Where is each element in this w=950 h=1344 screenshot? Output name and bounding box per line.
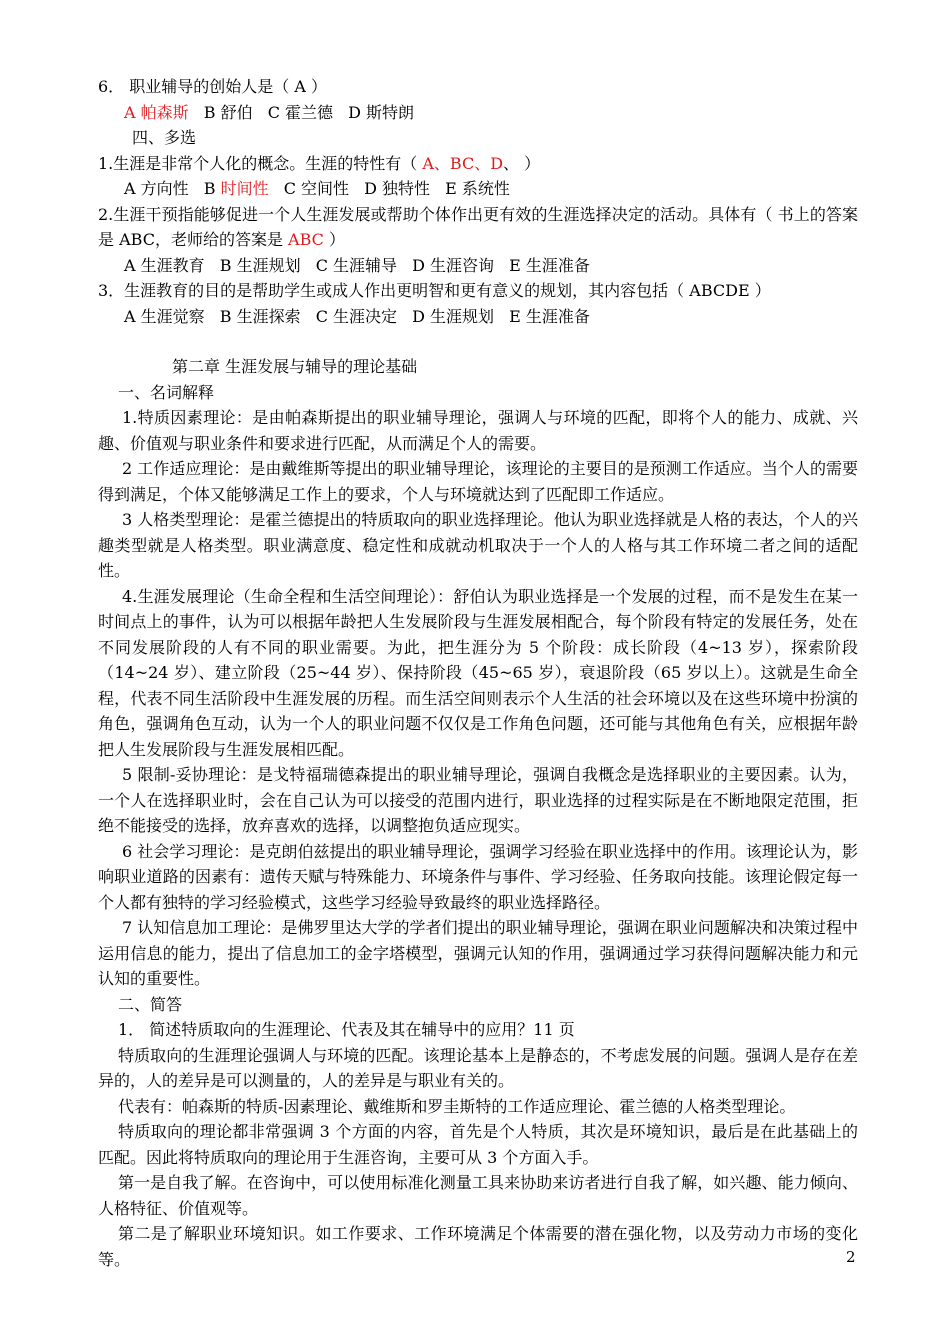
section-multiple-choice-title: 四、多选 [132,128,197,147]
answer-paragraph: 第一是自我了解。在咨询中，可以使用标准化测量工具来协助来访者进行自我了解，如兴趣、能力倾向、人格特征、价值观等。 [98,1173,858,1218]
multi-question-3-options [98,304,858,330]
definition-paragraph: 3 人格类型理论：是霍兰德提出的特质取向的职业选择理论。他认为职业选择就是人格的表达，个人的兴趣类型就是人格类型。职业满意度、稳定性和成就动机取决于一个人的人格与其工作环境二者之间的适配性。 [98,510,858,580]
definition-paragraph: 4.生涯发展理论（生命全程和生活空间理论）：舒伯认为职业选择是一个发展的过程，而不是发生在某一时间点上的事件，认为可以根据年龄把人生发展阶段与生涯发展相配合，每个阶段有特定的发展任务，处在不同发展阶段的人有不同的职业需要。为此，把生涯分为 5 个阶段：成长阶段（4~13 岁），探索阶段（14~24 岁）、建立阶段（25~44 岁）、保持阶段（45~65 岁），衰退阶段（65 岁以上）。这就是生命全程，代表不同生活阶段中生涯发展的历程。而生活空间则表示个人生活的社会环境以及在这些环境中扮演的角色，强调角色互动，认为一个人的职业问题不仅仅是工作角色问题，还可能与其他角色有关，应根据年龄把人生发展阶段与生涯发展相匹配。 [98,586,858,759]
option-b: B 生涯规划 [219,255,301,275]
multi-question-3-stem: 3．生涯教育的目的是帮助学生或成人作出更明智和更有意义的规划，其内容包括（ ABCDE ） [98,281,771,300]
document-page [98,74,858,1272]
page-number: 2 [846,1248,856,1266]
definition-paragraph: 2 工作适应理论：是由戴维斯等提出的职业辅导理论，该理论的主要目的是预测工作适应。当个人的需要得到满足，个体又能够满足工作上的要求，个人与环境就达到了匹配即工作适应。 [98,459,858,504]
question-6-stem: 6． 职业辅导的创始人是（ A ） [98,77,327,96]
short-answer-question-1: 1． 简述特质取向的生涯理论、代表及其在辅导中的应用？11 页 [118,1020,575,1039]
stem-text-end: ） [323,230,345,249]
option-d: D 独特性 [364,179,431,198]
option-a: A 生涯教育 [124,255,205,275]
option-c: C 生涯决定 [315,306,398,326]
option-d: D 斯特朗 [348,102,415,122]
option-b-text-highlighted: 时间性 [220,179,269,198]
question-6-options [98,100,858,126]
option-a-correct: A 帕森斯 [124,102,189,122]
answer-paragraph: 第二是了解职业环境知识。如工作要求、工作环境满足个体需要的潜在强化物，以及劳动力市场的变化等。 [98,1224,858,1269]
section-definitions-title: 一、名词解释 [118,382,215,402]
definition-paragraph: 6 社会学习理论：是克朗伯兹提出的职业辅导理论，强调学习经验在职业选择中的作用。该理论认为，影响职业道路的因素有：遗传天赋与特殊能力、环境条件与事件、学习经验、任务取向技能。该理论假定每一个人都有独特的学习经验模式，这些学习经验导致最终的职业选择路径。 [98,841,858,912]
multi-question-2-options [98,253,858,279]
answer-paragraph: 特质取向的生涯理论强调人与环境的匹配。该理论基本上是静态的，不考虑发展的问题。强调人是存在差异的，人的差异是可以测量的，人的差异是与职业有关的。 [98,1045,858,1090]
answer-paragraph: 特质取向的理论都非常强调 3 个方面的内容，首先是个人特质，其次是环境知识，最后是在此基础上的匹配。因此将特质取向的理论用于生涯咨询，主要可从 3 个方面入手。 [98,1122,858,1167]
chapter-title: 第二章 生涯发展与辅导的理论基础 [172,357,418,376]
section-short-answer-title: 二、简答 [118,994,183,1014]
option-a: A 方向性 [124,179,189,198]
multi-question-1-stem [98,151,858,177]
option-b-letter: B [203,179,221,198]
option-d: D 生涯咨询 [412,255,495,275]
definition-paragraph: 7 认知信息加工理论：是佛罗里达大学的学者们提出的职业辅导理论，强调在职业问题解决和决策过程中运用信息的能力，提出了信息加工的金字塔模型，强调元认知的作用，强调通过学习获得问题解决能力和元认知的重要性。 [98,918,858,988]
stem-text: 1.生涯是非常个人化的概念。生涯的特性有（ [98,153,423,173]
answer-text: A、BC、D [422,153,504,173]
option-c: C 生涯辅导 [315,255,398,275]
definition-paragraph: 1.特质因素理论：是由帕森斯提出的职业辅导理论，强调人与环境的匹配，即将个人的能力、成就、兴趣、价值观与职业条件和要求进行匹配，从而满足个人的需要。 [98,408,858,453]
option-e: E 生涯准备 [509,255,590,275]
multi-question-1-options [98,176,858,202]
option-c: C 霍兰德 [267,102,334,122]
definition-paragraph: 5 限制-妥协理论：是戈特福瑞德森提出的职业辅导理论，强调自我概念是选择职业的主要因素。认为，一个人在选择职业时，会在自己认为可以接受的范围内进行，职业选择的过程实际是在不断地限定范围，拒绝不能接受的选择，放弃喜欢的选择，以调整抱负适应现实。 [98,765,858,835]
option-b: B 生涯探索 [219,306,301,326]
option-d: D 生涯规划 [412,306,495,326]
option-e: E 生涯准备 [509,306,590,326]
answer-text: ABC [288,230,324,249]
option-c: C 空间性 [283,179,350,198]
stem-text-end: 、 ） [503,153,541,173]
answer-paragraph: 代表有：帕森斯的特质-因素理论、戴维斯和罗圭斯特的工作适应理论、霍兰德的人格类型理论。 [118,1096,796,1116]
option-a: A 生涯觉察 [124,306,205,326]
option-b: B 舒伯 [203,102,253,122]
option-e: E 系统性 [445,179,510,198]
stem-text: 2.生涯干预指能够促进一个人生涯发展或帮助个体作出更有效的生涯选择决定的活动。具体有（ 书上的答案是 ABC，老师给的答案是 [98,204,858,249]
multi-question-2-stem [98,202,858,253]
